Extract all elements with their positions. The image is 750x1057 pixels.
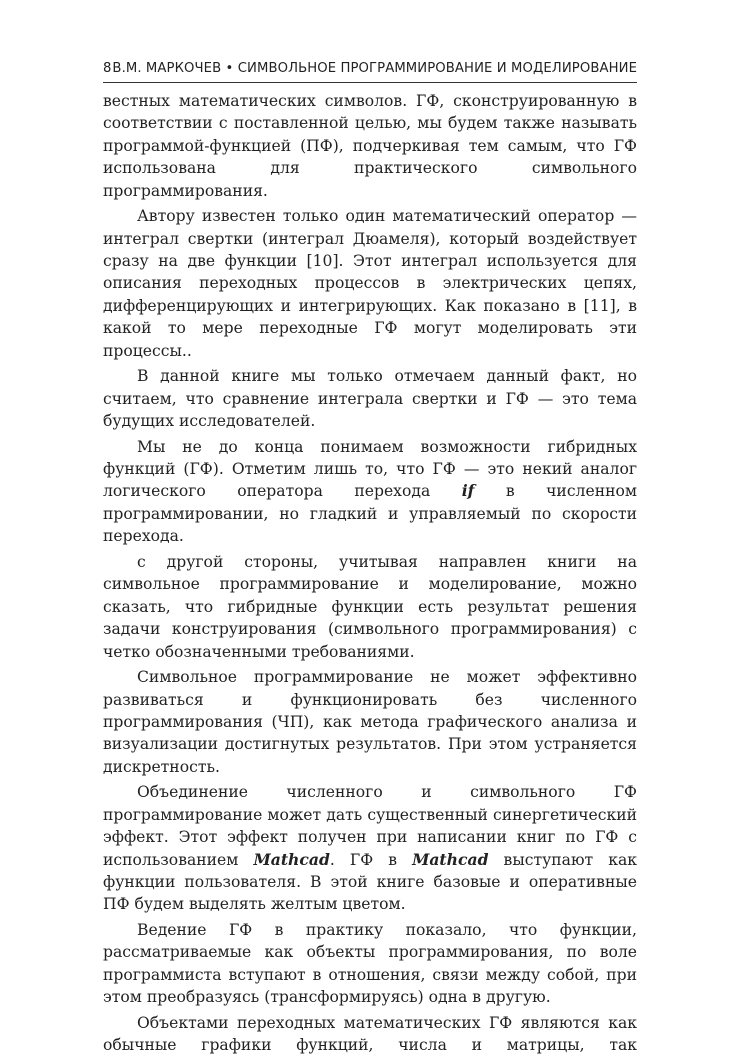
paragraph-4: [103, 436, 637, 548]
paragraph-7-text-start: Объединение численного и символьного ГФ программирование может дать существенный синергетический эффект. Этот эффект получен при написании книг по ГФ с использованием: [103, 783, 637, 869]
paragraph-7-text-end: выступают как функции пользователя. В этой книге базовые и оперативные ПФ будем выделять желтым цветом.: [103, 850, 637, 914]
mathcad-term-1: Mathcad: [253, 849, 330, 869]
paragraph-9: Объектами переходных математических ГФ являются как обычные графики функций, числа и матрицы, так: [103, 1013, 637, 1055]
paragraph-6: Символьное программирование не может эффективно развиваться и функционировать без численного программирования (ЧП), как метода графического анализа и визуализации достигнутых результатов. При этом устраняется дискретность.: [103, 668, 637, 776]
paragraph-4-text-start: Мы не до конца понимаем возможности гибридных функций (ГФ). Отметим лишь то, что ГФ — это некий аналог логического оператора перехода: [103, 437, 637, 501]
mathcad-term-2: Mathcad: [412, 849, 489, 869]
running-head: В.М. МАРКОЧЕВ • СИМВОЛЬНОЕ ПРОГРАММИРОВАНИЕ И МОДЕЛИРОВАНИЕ: [112, 61, 637, 76]
page-number: 8: [103, 61, 112, 76]
if-keyword: if: [461, 481, 475, 501]
body-text: [103, 90, 637, 1057]
paragraph-3: В данной книге мы только отмечаем данный факт, но считаем, что сравнение интеграла свертки и ГФ — это тема будущих исследователей.: [103, 367, 637, 431]
page-header: [103, 60, 637, 83]
paragraph-4-text-end: в численном программировании, но гладкий и управляемый по скорости перехода.: [103, 482, 637, 546]
paragraph-7: [103, 781, 637, 915]
paragraph-5: с другой стороны, учитывая направлен книги на символьное программирование и моделирование, можно сказать, что гибридные функции есть результат решения задачи конструирования (символьного программирования) с четко обозначенными требованиями.: [103, 552, 637, 661]
paragraph-1: вестных математических символов. ГФ, сконструированную в соответствии с поставленной целью, мы будем также называть программой-функцией (ПФ), подчеркивая тем самым, что ГФ использована для практического символьного программирования.: [103, 92, 637, 200]
paragraph-2: Автору известен только один математический оператор — интеграл свертки (интеграл Дюамеля), который воздействует сразу на две функции [10]. Этот интеграл используется для описания переходных процессов в электрических цепях, дифференцирующих и интегрирующих. Как показано в [11], в какой то мере переходные ГФ могут моделировать эти процессы..: [103, 207, 637, 360]
paragraph-8: Ведение ГФ в практику показало, что функции, рассматриваемые как объекты программирования, по воле программиста вступают в отношения, связи между собой, при этом преобразуясь (трансформируясь) одна в другую.: [103, 920, 637, 1007]
paragraph-7-text-middle: . ГФ в: [329, 850, 413, 869]
